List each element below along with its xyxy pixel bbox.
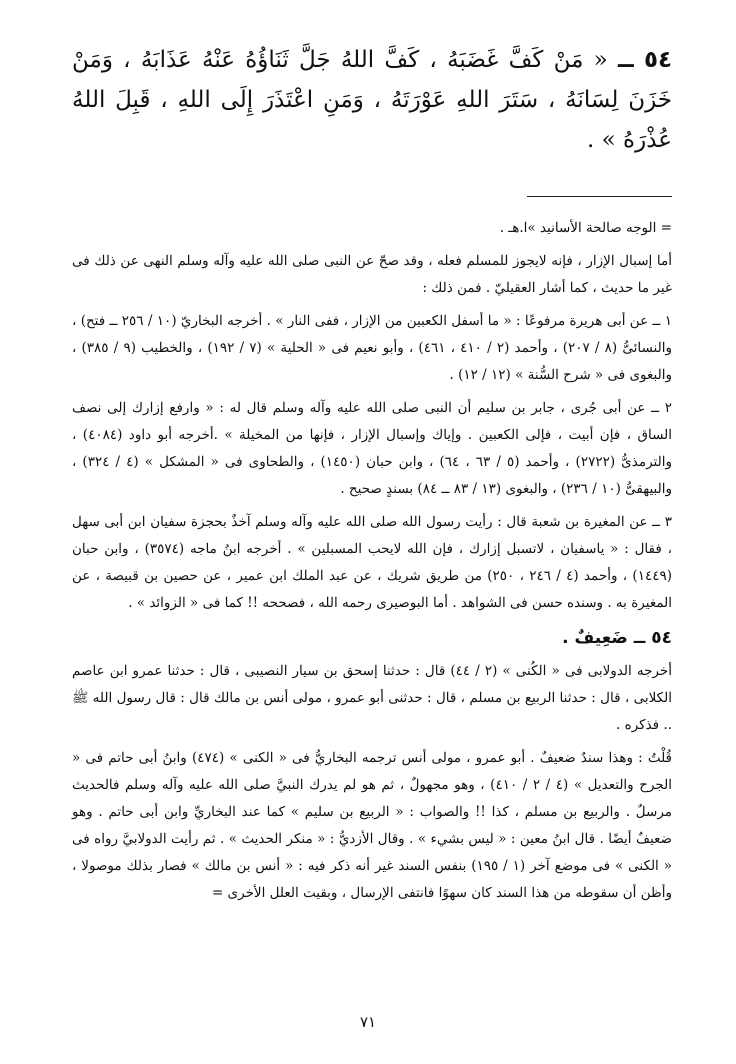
- grading-label: ضَعِيفٌ .: [562, 628, 628, 648]
- footnote-continuation: = الوجه صالحة الأسانيد »ا.هـ .: [499, 220, 672, 236]
- grading-heading: [72, 625, 672, 652]
- grading-dash: ــ: [633, 628, 646, 648]
- footnote-block: [72, 215, 672, 907]
- takhrij-paragraph: أخرجه الدولابى فى « الكُنى » (٢ / ٤٤) قال : حدثنا إسحق بن سيار النصيبى ، قال : حدثنا عمرو ابن عاصم الكلابى ، قال : حدثنا الربيع بن مسلم ، قال : حدثنى أبو عمرو ، مولى أنس بن مالك قال : قال رسول الله ﷺ .. فذكره .: [72, 663, 672, 733]
- footnote-divider: [527, 196, 672, 197]
- commentary-paragraph: قُلْتُ : وهذا سندٌ ضعيفٌ . أبو عمرو ، مولى أنس ترجمه البخاريُّ فى « الكنى » (٤٧٤) وابنُ أبى حاتم فى « الجرح والتعديل » (٤ / ٢ / ٤١٠) ، وهو مجهولٌ ، ثم هو لم يدرك النبيَّ صلى الله عليه وآله وسلم فالحديث مرسلٌ . والربيع بن مسلم ، كذا !! والصواب : « الربيع بن سليم » كما عند البخاريِّ وابن أبى حاتم . وهو ضعيفٌ أيضًا . قال ابنُ معين : « ليس بشيء » . وقال الأزديُّ : « منكر الحديث » . ثم رأيت الدولابيَّ رواه فى « الكنى » فى موضع آخر (١ / ١٩٥) بنفس السند غير أنه ذكر فيه : « أنس بن مالك » فصار بذلك موصولا ، وأظن أن سقوطه من هذا السند كان سهوًا فانتفى الإرسال ، وبقيت العلل الأخرى =: [72, 750, 673, 901]
- page-body: [72, 40, 672, 913]
- hadith-text-block: [72, 40, 672, 160]
- grading-number: ٥٤: [651, 628, 672, 648]
- footnote-item-2: ٢ ــ عن أبى جُرى ، جابر بن سليم أن النبى صلى الله عليه وآله وسلم قال له : « وارفع إزارك إلى نصف الساق ، فإن أبيت ، فإلى الكعبين . وإياك وإسبال الإزار ، فإنها من المخيلة » .أخرجه أبو داود (٤٠٨٤) ، والترمذىُّ (٢٧٢٢) ، وأحمد (٥ / ٦٣ ، ٦٤) ، وابن حبان (١٤٥٠) ، والطحاوى فى « المشكل » (٤ / ٣٢٤) ، والبيهقىُّ (١٠ / ٢٣٦) ، والبغوى (١٣ / ٨٣ ــ ٨٤) بسندٍ صحيح .: [72, 400, 672, 497]
- hadith-number: ٥٤: [643, 47, 673, 73]
- footnote-intro: أما إسبال الإزار ، فإنه لايجوز للمسلم فعله ، وقد صحّ عن النبى صلى الله عليه وآله وسلم النهى عن ذلك فى غير ما حديث ، كما أشار العقيليّ . فمن ذلك :: [72, 253, 672, 296]
- hadith-text: « مَنْ كَفَّ غَضَبَهُ ، كَفَّ اللهُ جَلَّ ثَنَاؤُهُ عَنْهُ عَذَابَهُ ، وَمَنْ خَزَنَ لِسَانَهُ ، سَتَرَ اللهِ عَوْرَتَهُ ، وَمَنِ اعْتَذَرَ إِلَى اللهِ ، قَبِلَ اللهُ عُذْرَهُ » .: [72, 47, 672, 153]
- footnote-item-1: ١ ــ عن أبى هريرة مرفوعًا : « ما أسفل الكعبين من الإزار ، ففى النار » . أخرجه البخاريّ (١٠ / ٢٥٦ ــ فتح) ، والنسائىُّ (٨ / ٢٠٧) ، وأحمد (٢ / ٤١٠ ، ٤٦١) ، وأبو نعيم فى « الحلية » (٧ / ١٩٢) ، والخطيب (٩ / ٣٨٥) ، والبغوى فى « شرح السُّنة » (١٢ / ١٢) .: [72, 313, 672, 383]
- hadith-dash: ــ: [617, 47, 634, 73]
- footnote-item-3: ٣ ــ عن المغيرة بن شعبة قال : رأيت رسول الله صلى الله عليه وآله وسلم آخذٌ بحجزة سفيان ابن أبى سهل ، فقال : « ياسفيان ، لاتسبل إزارك ، فإن الله لايحب المسبلين » . أخرجه ابنُ ماجه (٣٥٧٤) ، وابن حبان (١٤٤٩) ، وأحمد (٤ / ٢٤٦ ، ٢٥٠) من طريق شريك ، عن عبد الملك ابن عمير ، عن حصين بن قبيصة ، عن المغيرة به . وسنده حسن فى الشواهد . أما البوصيرى رحمه الله ، فصححه !! كما فى « الزوائد » .: [72, 514, 672, 611]
- page-number: ٧١: [359, 1013, 377, 1031]
